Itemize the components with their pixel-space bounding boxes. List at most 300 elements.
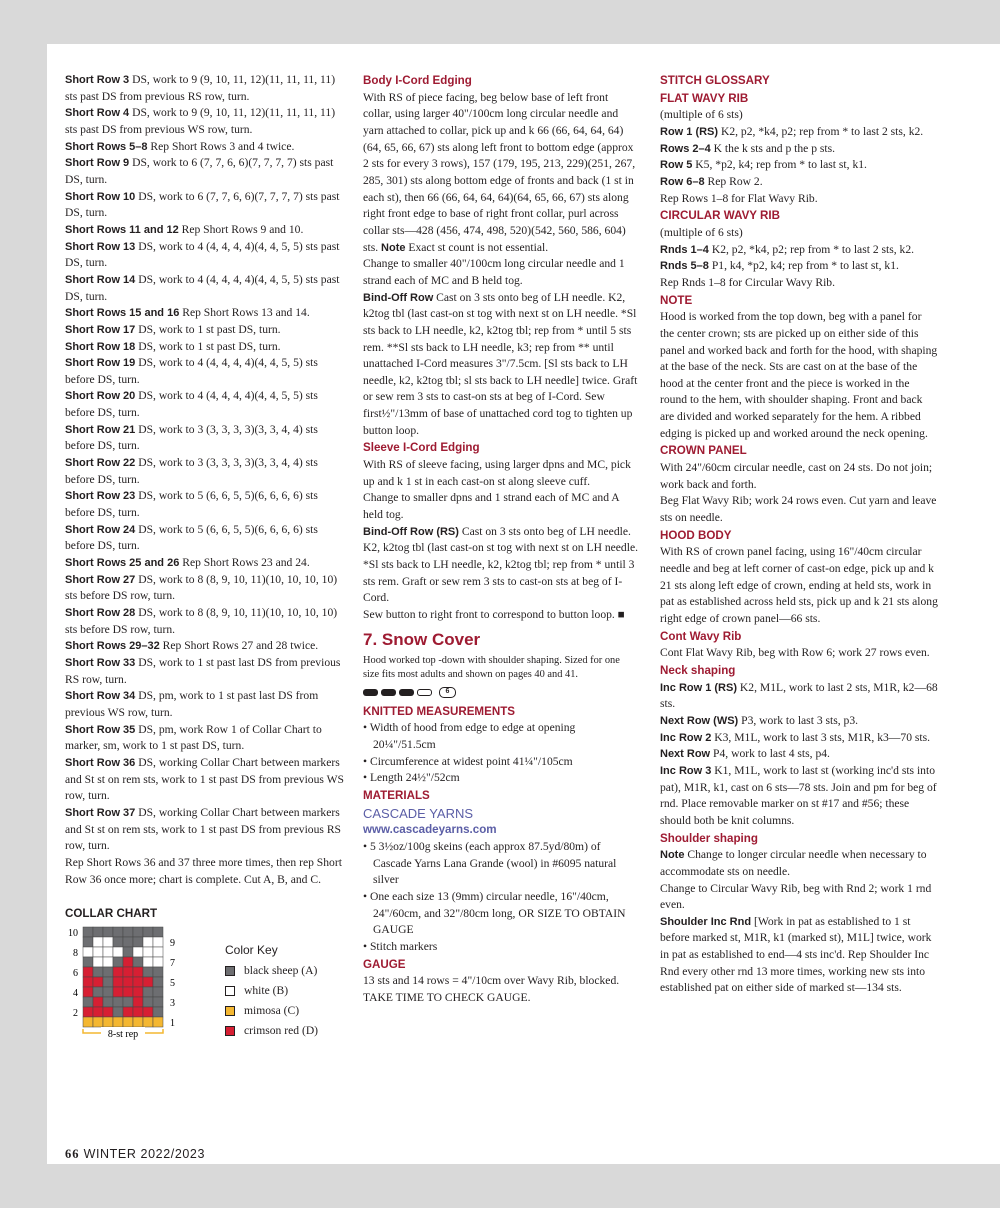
body-icord-p1: With RS of piece facing, beg below base of left front collar, using larger 40"/100cm long circular needle and yarn attached to collar, pick up and k 66 (66, 64, 64, 64)(64, 65, 66, 67) sts along left front to bottom edge (approx 2 sts for every 3 rows), 157 (179, 195, 213, 229)(251, 267, 285, 301) sts along bottom edge of fronts and back (1 st in each st), then 66 (66, 64, 64, 64)(64, 65, 66, 67) sts along right front edge to base of right front collar, purl across collar sts—428 (456, 474, 498, 520)(542, 560, 586, 604) sts. <box>363 90 636 254</box>
pattern-title: 7. Snow Cover <box>363 629 481 649</box>
skill-level-indicator <box>363 685 638 701</box>
instruction-label: Short Row 33 <box>65 656 136 669</box>
instruction-label: Short Row 4 <box>65 107 130 120</box>
chart-cell <box>153 957 163 967</box>
instruction-row <box>65 155 345 188</box>
body-icord-p2: Change to smaller 40"/100cm long circular needle and 1 strand each of MC and B held tog. <box>363 257 625 287</box>
chart-cell <box>83 927 93 937</box>
chart-cell <box>93 997 103 1007</box>
chart-cell <box>113 987 123 997</box>
chart-cell <box>153 977 163 987</box>
chart-title: COLLAR CHART <box>65 907 158 921</box>
collar-chart-section <box>65 906 345 1073</box>
skill-bar-icon <box>363 689 378 696</box>
color-key-label: black sheep (A) <box>244 963 318 977</box>
gauge-check: TAKE TIME TO CHECK GAUGE. <box>363 990 531 1004</box>
chart-cell <box>103 977 113 987</box>
repeat-label: 8-st rep <box>107 1028 139 1040</box>
paragraph-text: (multiple of 6 sts) <box>660 225 743 239</box>
instruction-row <box>65 239 345 272</box>
chart-cell <box>103 967 113 977</box>
materials-list <box>363 839 638 956</box>
sleeve-icord-p2: Change to smaller dpns and 1 strand each of MC and A held tog. <box>363 491 619 522</box>
glossary-paragraph <box>660 730 938 747</box>
paragraph-label: Note <box>660 849 685 862</box>
chart-cell <box>143 987 153 997</box>
chart-row-number: 8 <box>73 947 78 959</box>
skill-bar-icon <box>381 689 396 696</box>
sleeve-bindoff-text: Cast on 3 sts onto beg of LH needle. K2, k2tog tbl (last cast-on st tog with next st on LH needle. *Sl sts back to LH needle, k2, k2tog tbl; rep from * until 3 sts rem. Graft or sew rem 3 sts to cast-on sts at beg of I-Cord. <box>363 524 638 605</box>
instruction-text: DS, work to 3 (3, 3, 3, 3)(3, 3, 4, 4) sts before DS, turn. <box>65 456 318 486</box>
paragraph-text: P3, work to last 3 sts, p3. <box>738 713 859 727</box>
chart-cell <box>103 997 113 1007</box>
instruction-label: Short Row 14 <box>65 273 136 286</box>
chart-cell <box>153 927 163 937</box>
glossary-paragraph <box>660 174 938 191</box>
instruction-text: DS, work to 5 (6, 6, 5, 5)(6, 6, 6, 6) sts before DS, turn. <box>65 489 318 520</box>
chart-row-number: 4 <box>73 987 78 999</box>
instruction-text: DS, work to 6 (7, 7, 6, 6)(7, 7, 7, 7) sts past DS, turn. <box>65 156 334 186</box>
chart-cell <box>133 997 143 1007</box>
measurement-item: • Circumference at widest point 41¼"/105cm <box>363 754 573 768</box>
instruction-row <box>65 455 345 488</box>
body-icord-text <box>363 90 638 257</box>
instruction-label: Short Rows 11 and 12 <box>65 223 179 236</box>
glossary-paragraph <box>660 124 938 141</box>
instruction-text: DS, work to 4 (4, 4, 4, 4)(4, 4, 5, 5) sts before DS, turn. <box>65 356 318 386</box>
glossary-paragraph <box>660 847 938 880</box>
glossary-paragraph <box>660 881 938 914</box>
sleeve-icord-p1: With RS of sleeve facing, using larger dpns and MC, pick up and k 1 st in each cast-on st along sleeve cuff. <box>363 458 631 488</box>
instruction-row <box>65 722 345 755</box>
chart-cell <box>113 937 123 947</box>
color-key-item <box>225 1021 318 1041</box>
glossary-paragraph <box>660 746 938 763</box>
instruction-text: DS, work to 9 (9, 10, 11, 12)(11, 11, 11, 11) sts past DS from previous RS row, turn. <box>65 73 336 103</box>
instruction-text: DS, pm, work to 1 st past last DS from previous WS row, turn. <box>65 689 319 719</box>
glossary-paragraph <box>660 258 938 275</box>
instruction-row <box>65 388 345 421</box>
instruction-text: DS, work to 8 (8, 9, 10, 11)(10, 10, 10, 10) sts before DS row, turn. <box>65 572 338 603</box>
paragraph-text: P1, k4, *p2, k4; rep from * to last st, k1. <box>708 259 899 273</box>
chart-cell <box>123 1007 133 1017</box>
chart-cell <box>83 947 93 957</box>
color-swatch <box>225 966 235 976</box>
paragraph-text: K1, M1L, work to last st (working inc'd sts into pat), M1R, k1, cast on 6 sts—78 sts. Join and pm for beg of rnd. Place removable marker on st #17 and #56; these should both be knit columns. <box>660 763 937 827</box>
instruction-label: Short Rows 25 and 26 <box>65 557 180 570</box>
color-key-title: Color Key <box>225 942 278 957</box>
chart-cell <box>133 937 143 947</box>
section-heading: FLAT WAVY RIB <box>660 91 749 105</box>
instruction-label: Short Row 9 <box>65 157 130 170</box>
glossary-paragraph <box>660 645 938 662</box>
chart-cell <box>103 1017 113 1027</box>
note-text: Exact st count is not essential. <box>405 240 549 254</box>
color-key <box>225 940 318 1041</box>
chart-cell <box>123 997 133 1007</box>
chart-cell <box>93 967 103 977</box>
section-heading: Shoulder shaping <box>660 831 758 845</box>
instruction-label: Short Row 22 <box>65 457 136 470</box>
paragraph-text: Hood is worked from the top down, beg with a panel for the center crown; sts are picked up on either side of this panel and worked back and forth for the hood, with shaping at the base of the neck. Sts are cast on at the base of the hood at the center front and the piece is worked in the round to the hem, with shoulder shaping. Front and back are divided and worked separately for the hem. A ribbed edging is picked up and worked around the neck opening. <box>660 310 938 440</box>
chart-row-number: 1 <box>170 1017 175 1029</box>
chart-cell <box>83 937 93 947</box>
measurements-heading: KNITTED MEASUREMENTS <box>363 704 516 718</box>
color-swatch <box>225 1006 235 1016</box>
paragraph-label: Row 6–8 <box>660 175 705 188</box>
chart-cell <box>123 937 133 947</box>
chart-cell <box>83 987 93 997</box>
chart-cell <box>133 1007 143 1017</box>
chart-cell <box>123 967 133 977</box>
chart-cell <box>133 927 143 937</box>
instruction-row <box>65 805 345 855</box>
gauge-heading: GAUGE <box>363 957 406 971</box>
paragraph-text: Rep Rows 1–8 for Flat Wavy Rib. <box>660 191 818 205</box>
instruction-row <box>65 339 345 356</box>
instruction-row <box>65 105 345 138</box>
paragraph-text: With RS of crown panel facing, using 16"/40cm circular needle and beg at left corner of cast-on edge, pick up and k 21 sts along left edge of crown, ending at held sts, work in pat as established across held sts, pick up and k 21 sts along right edge of crown panel—66 sts. <box>660 545 938 625</box>
instruction-label: Short Row 13 <box>65 240 136 253</box>
instruction-row <box>65 688 345 721</box>
chart-cell <box>143 1017 153 1027</box>
paragraph-label: Rnds 1–4 <box>660 243 709 256</box>
instruction-text: Rep Short Rows 36 and 37 three more times, then rep Short Row 36 once more; chart is complete. Cut A, B, and C. <box>65 855 342 886</box>
instruction-text: DS, work to 1 st past DS, turn. <box>135 322 281 336</box>
paragraph-text: [Work in pat as established to 1 st before marked st, M1R, k1 (marked st), M1L] twice, work in pat as established to end—4 sts inc'd. Rep Shoulder Inc Rnd every other rnd 13 more times, working new sts into established pat on either side of marked st—134 sts. <box>660 914 932 995</box>
column-3 <box>660 72 938 997</box>
glossary-paragraph <box>660 107 938 124</box>
chart-cell <box>123 927 133 937</box>
glossary-paragraph <box>660 157 938 174</box>
glossary-paragraph <box>660 544 938 627</box>
column-1 <box>65 72 345 1073</box>
glossary-paragraph <box>660 680 938 713</box>
instruction-row <box>65 638 345 655</box>
chart-cell <box>153 1017 163 1027</box>
chart-cell <box>143 997 153 1007</box>
glossary-paragraph <box>660 493 938 526</box>
paragraph-label: Inc Row 1 (RS) <box>660 681 738 694</box>
paragraph-label: Next Row (WS) <box>660 714 739 727</box>
chart-cell <box>103 957 113 967</box>
instruction-label: Short Rows 5–8 <box>65 140 148 153</box>
yarn-weight-icon: 6 <box>439 687 456 698</box>
instruction-row <box>65 355 345 388</box>
instruction-text: DS, work to 4 (4, 4, 4, 4)(4, 4, 5, 5) sts past DS, turn. <box>65 272 340 303</box>
instruction-label: Short Rows 29–32 <box>65 640 160 653</box>
chart-cell <box>133 957 143 967</box>
bindoff-label: Bind-Off Row <box>363 291 434 304</box>
chart-cell <box>93 947 103 957</box>
chart-cell <box>93 977 103 987</box>
glossary-paragraph <box>660 191 938 208</box>
color-swatch <box>225 1026 235 1036</box>
paragraph-text: K5, *p2, k4; rep from * to last st, k1. <box>692 158 867 172</box>
chart-grid <box>65 925 215 1055</box>
instruction-text: DS, work to 5 (6, 6, 5, 5)(6, 6, 6, 6) sts before DS, turn. <box>65 522 318 553</box>
chart-cell <box>153 987 163 997</box>
instruction-label: Short Row 24 <box>65 523 136 536</box>
instruction-text: Rep Short Rows 3 and 4 twice. <box>147 139 295 153</box>
paragraph-text: P4, work to last 4 sts, p4. <box>710 747 830 761</box>
instruction-label: Short Row 36 <box>65 756 136 769</box>
paragraph-text: Rep Rnds 1–8 for Circular Wavy Rib. <box>660 275 835 289</box>
instruction-text: Rep Short Rows 27 and 28 twice. <box>159 639 319 653</box>
instruction-row <box>65 655 345 688</box>
chart-cell <box>103 987 113 997</box>
chart-cell <box>123 987 133 997</box>
instruction-label: Short Row 21 <box>65 423 136 436</box>
chart-cell <box>113 947 123 957</box>
gauge-text: 13 sts and 14 rows = 4"/10cm over Wavy Rib, blocked. <box>363 974 620 988</box>
instruction-text: DS, working Collar Chart between markers and St st on rem sts, work to 1 st past DS from previous WS row, turn. <box>65 755 344 803</box>
chart-cell <box>143 977 153 987</box>
skill-bar-icon <box>399 689 414 696</box>
chart-cell <box>113 1017 123 1027</box>
instruction-text: DS, working Collar Chart between markers and St st on rem sts, work to 1 st past DS from previous RS row, turn. <box>65 805 341 853</box>
chart-row-number: 9 <box>170 937 175 949</box>
chart-cell <box>143 967 153 977</box>
instruction-label: Short Row 19 <box>65 357 136 370</box>
instruction-label: Short Row 35 <box>65 723 136 736</box>
sleeve-bindoff <box>363 524 638 607</box>
paragraph-label: Shoulder Inc Rnd <box>660 915 752 928</box>
chart-cell <box>123 977 133 987</box>
instruction-text: Rep Short Rows 9 and 10. <box>178 222 304 236</box>
paragraph-label: Rnds 5–8 <box>660 260 709 273</box>
glossary-paragraph <box>660 225 938 242</box>
chart-cell <box>153 967 163 977</box>
yarn-brand: CASCADE YARNS <box>363 805 474 821</box>
glossary-paragraph <box>660 141 938 158</box>
chart-cell <box>113 1007 123 1017</box>
paragraph-text: Rep Row 2. <box>704 174 763 188</box>
note-label: Note <box>381 241 406 254</box>
pattern-intro: Hood worked top -down with shoulder shaping. Sized for one size fits most adults and shown on pages 40 and 41. <box>363 654 620 681</box>
chart-cell <box>133 967 143 977</box>
instruction-text: DS, work to 6 (7, 7, 6, 6)(7, 7, 7, 7) sts past DS, turn. <box>65 189 340 220</box>
paragraph-text: With 24"/60cm circular needle, cast on 24 sts. Do not join; work back and forth. <box>660 461 933 491</box>
instruction-label: Short Row 18 <box>65 340 136 353</box>
instruction-row <box>65 572 345 605</box>
chart-cell <box>113 957 123 967</box>
instruction-row <box>65 189 345 222</box>
paragraph-text: K2, p2, *k4, p2; rep from * to last 2 sts, k2. <box>708 242 915 256</box>
paragraph-text: K the k sts and p the p sts. <box>710 141 836 155</box>
chart-cell <box>83 957 93 967</box>
instruction-text: DS, work to 1 st past last DS from previous RS row, turn. <box>65 655 341 686</box>
paragraph-text: (multiple of 6 sts) <box>660 108 743 122</box>
instruction-row <box>65 422 345 455</box>
paragraph-text: K2, p2, *k4, p2; rep from * to last 2 sts, k2. <box>718 124 924 138</box>
instruction-row <box>65 522 345 555</box>
measurement-item: • Width of hood from edge to edge at opening 20¼"/51.5cm <box>363 721 576 751</box>
color-key-list <box>225 961 318 1041</box>
instruction-text: DS, work to 4 (4, 4, 4, 4)(4, 4, 5, 5) sts before DS, turn. <box>65 389 318 420</box>
instruction-text: DS, work to 1 st past DS, turn. <box>135 339 281 353</box>
section-heading: Cont Wavy Rib <box>660 629 742 643</box>
chart-cell <box>153 997 163 1007</box>
chart-row-number: 10 <box>68 927 78 939</box>
chart-cell <box>153 937 163 947</box>
sleeve-bindoff-label: Bind-Off Row (RS) <box>363 525 459 538</box>
instruction-row <box>65 555 345 572</box>
issue-name: WINTER 2022/2023 <box>83 1147 206 1161</box>
instruction-row <box>65 605 345 638</box>
paragraph-text: Beg Flat Wavy Rib; work 24 rows even. Cut yarn and leave sts on needle. <box>660 494 937 525</box>
instruction-label: Short Row 10 <box>65 190 136 203</box>
instruction-text: DS, pm, work Row 1 of Collar Chart to marker, sm, work to 1 st past DS, turn. <box>65 722 322 753</box>
instruction-row <box>65 139 345 156</box>
instruction-row <box>65 488 345 521</box>
chart-row-number: 7 <box>170 957 175 969</box>
chart-cell <box>103 937 113 947</box>
magazine-page <box>47 44 1000 1164</box>
section-heading: CIRCULAR WAVY RIB <box>660 209 781 223</box>
chart-cell <box>93 927 103 937</box>
glossary-paragraph <box>660 275 938 292</box>
measurements-list <box>363 720 638 787</box>
instruction-row <box>65 222 345 239</box>
measurement-item: • Length 24½"/52cm <box>363 771 460 785</box>
chart-cell <box>103 1007 113 1017</box>
paragraph-label: Next Row <box>660 748 711 761</box>
chart-cell <box>143 927 153 937</box>
short-rows-instructions <box>65 72 345 888</box>
section-heading: CROWN PANEL <box>660 444 747 458</box>
chart-cell <box>123 957 133 967</box>
chart-cell <box>83 977 93 987</box>
chart-cell <box>93 987 103 997</box>
instruction-text: Rep Short Rows 13 and 14. <box>179 306 310 320</box>
glossary-paragraph <box>660 763 938 830</box>
chart-cell <box>113 997 123 1007</box>
material-item: • One each size 13 (9mm) circular needle, 16"/40cm, 24"/60cm, and 32"/80cm long, OR SIZE TO OBTAIN GAUGE <box>363 889 626 937</box>
color-key-item <box>225 1001 318 1021</box>
section-heading: STITCH GLOSSARY <box>660 74 770 87</box>
paragraph-text: Cont Flat Wavy Rib, beg with Row 6; work 27 rows even. <box>660 646 930 660</box>
collar-chart <box>65 923 345 1073</box>
page-number: 66 <box>65 1147 80 1161</box>
chart-cell <box>103 927 113 937</box>
color-key-item <box>225 981 318 1001</box>
chart-cell <box>153 947 163 957</box>
chart-cell <box>83 1007 93 1017</box>
chart-row-number: 3 <box>170 997 175 1009</box>
chart-row-number: 5 <box>170 977 175 989</box>
instruction-label: Short Row 27 <box>65 573 136 586</box>
bindoff-text: Cast on 3 sts onto beg of LH needle. K2, k2tog tbl (last cast-on st tog with next st on LH needle. *Sl sts back to LH needle, k2, k2tog tbl; rep from * until 5 sts rem. **Sl sts back to LH needle, k3; rep from ** until unattached I-Cord measures 3"/7.5cm. [Sl sts back to LH needle, k2, k2tog tbl; sl sts back to LH needle] twice. Graft or sew rem 3 sts to cast-on sts at beg of I-Cord. Sew first½"/13mm of base of unattached cord tog to tighten up button loop. <box>363 290 638 437</box>
paragraph-label: Inc Row 3 <box>660 764 712 777</box>
color-key-label: crimson red (D) <box>244 1023 319 1037</box>
paragraph-text: K3, M1L, work to last 3 sts, M1R, k3—70 sts. <box>711 730 931 744</box>
instruction-row <box>65 305 345 322</box>
yarn-website-link[interactable]: www.cascadeyarns.com <box>363 823 497 837</box>
instruction-label: Short Row 3 <box>65 74 130 86</box>
body-icord-heading: Body I-Cord Edging <box>363 74 472 87</box>
instruction-row <box>65 755 345 805</box>
sleeve-icord-p3: Sew button to right front to correspond to button loop. ■ <box>363 608 625 621</box>
instruction-text: DS, work to 8 (8, 9, 10, 11)(10, 10, 10, 10) sts before DS row, turn. <box>65 606 338 636</box>
sleeve-icord-heading: Sleeve I-Cord Edging <box>363 441 480 455</box>
instruction-text: DS, work to 3 (3, 3, 3, 3)(3, 3, 4, 4) sts before DS, turn. <box>65 422 318 453</box>
instruction-text: DS, work to 4 (4, 4, 4, 4)(4, 4, 5, 5) sts past DS, turn. <box>65 239 340 270</box>
instruction-label: Short Row 20 <box>65 390 136 403</box>
column-2 <box>363 72 638 1006</box>
paragraph-label: Row 1 (RS) <box>660 125 719 138</box>
page-folio <box>65 1147 205 1162</box>
skill-bar-empty-icon <box>417 689 432 696</box>
paragraph-label: Row 5 <box>660 159 693 172</box>
chart-cell <box>93 1017 103 1027</box>
chart-cell <box>153 1007 163 1017</box>
glossary-paragraph <box>660 242 938 259</box>
section-heading: Neck shaping <box>660 663 736 677</box>
body-bindoff <box>363 290 638 440</box>
instruction-row <box>65 72 345 105</box>
glossary-paragraph <box>660 460 938 493</box>
chart-cell <box>143 957 153 967</box>
chart-cell <box>133 977 143 987</box>
paragraph-text: Change to Circular Wavy Rib, beg with Rnd 2; work 1 rnd even. <box>660 881 932 912</box>
section-heading: NOTE <box>660 293 693 307</box>
instruction-row <box>65 855 345 888</box>
paragraph-text: Change to longer circular needle when necessary to accommodate sts on needle. <box>660 848 927 878</box>
chart-cell <box>113 967 123 977</box>
chart-cell <box>83 967 93 977</box>
chart-cell <box>123 947 133 957</box>
instruction-text: DS, work to 9 (9, 10, 11, 12)(11, 11, 11, 11) sts past DS from previous WS row, turn. <box>65 106 336 136</box>
chart-cell <box>123 1017 133 1027</box>
chart-cell <box>143 1007 153 1017</box>
color-key-item <box>225 961 318 981</box>
color-key-label: white (B) <box>244 983 289 997</box>
chart-cell <box>93 937 103 947</box>
materials-heading: MATERIALS <box>363 788 430 802</box>
paragraph-label: Rows 2–4 <box>660 142 711 155</box>
instruction-label: Short Row 23 <box>65 490 136 503</box>
chart-cell <box>93 957 103 967</box>
instruction-label: Short Row 37 <box>65 806 136 819</box>
instruction-label: Short Row 28 <box>65 607 136 619</box>
instruction-row <box>65 272 345 305</box>
instruction-text: Rep Short Rows 23 and 24. <box>179 556 310 570</box>
section-heading: HOOD BODY <box>660 528 732 542</box>
instruction-label: Short Row 17 <box>65 323 136 336</box>
paragraph-label: Inc Row 2 <box>660 731 712 744</box>
chart-row-number: 2 <box>73 1007 78 1019</box>
instruction-label: Short Rows 15 and 16 <box>65 307 180 320</box>
chart-cell <box>113 927 123 937</box>
paragraph-text: K2, M1L, work to last 2 sts, M1R, k2—68 sts. <box>660 680 938 711</box>
chart-cell <box>113 977 123 987</box>
chart-cell <box>133 987 143 997</box>
chart-cell <box>93 1007 103 1017</box>
color-key-label: mimosa (C) <box>244 1003 300 1017</box>
material-item: • 5 3½oz/100g skeins (each approx 87.5yd/80m) of Cascade Yarns Lana Grande (wool) in #6095 natural silver <box>363 839 617 887</box>
chart-cell <box>133 947 143 957</box>
glossary-paragraph <box>660 309 938 442</box>
chart-cell <box>83 1017 93 1027</box>
chart-cell <box>143 937 153 947</box>
color-swatch <box>225 986 235 996</box>
instruction-label: Short Row 34 <box>65 690 136 703</box>
glossary-paragraph <box>660 914 938 997</box>
chart-cell <box>103 947 113 957</box>
chart-cell <box>143 947 153 957</box>
glossary-paragraph <box>660 713 938 730</box>
